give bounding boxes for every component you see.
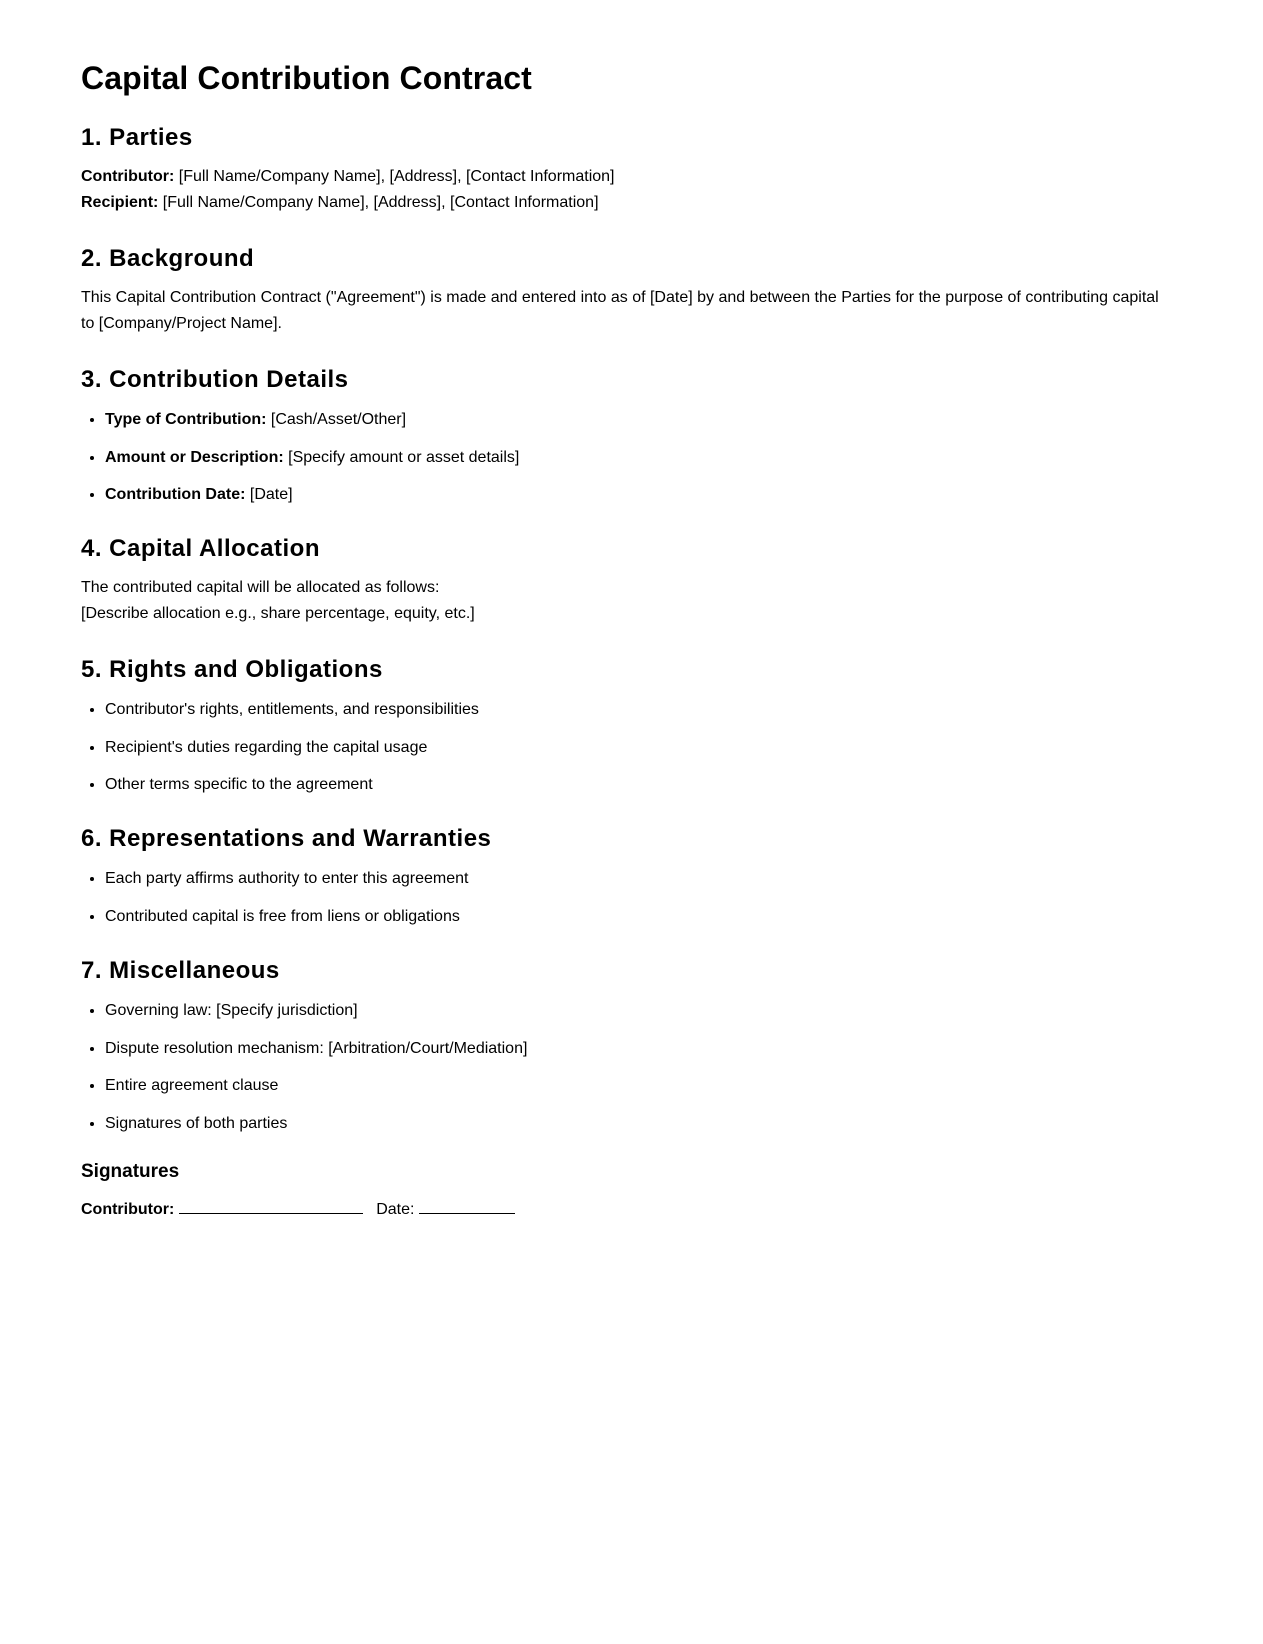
signature-contributor-label: Contributor: — [81, 1201, 175, 1218]
allocation-intro: The contributed capital will be allocated as follows: — [81, 579, 440, 596]
section-signatures — [81, 1160, 1191, 1223]
section-contribution-details — [81, 365, 1191, 506]
list-item: • Dispute resolution mechanism: [Arbitration/Court/Mediation] — [105, 1038, 1191, 1060]
recipient-line — [81, 190, 1191, 216]
list-item: • Each party affirms authority to enter this agreement — [105, 868, 1191, 890]
miscellaneous-list — [81, 1000, 1191, 1135]
section-heading: 3. Contribution Details — [81, 366, 349, 393]
list-item: • Entire agreement clause — [105, 1075, 1191, 1097]
contributor-line — [81, 164, 1191, 190]
section-representations — [81, 824, 1191, 928]
background-text: This Capital Contribution Contract ("Agreement") is made and entered into as of [Date] by and between the Parties for the purpose of contributing capital to [Company/Project Name]. — [81, 289, 1159, 332]
section-background — [81, 244, 1191, 337]
section-heading: 5. Rights and Obligations — [81, 656, 383, 683]
list-item: • Recipient's duties regarding the capital usage — [105, 737, 1191, 759]
item-label: Contribution Date: — [105, 486, 246, 503]
allocation-description: [Describe allocation e.g., share percentage, equity, etc.] — [81, 605, 475, 622]
list-item: • Signatures of both parties — [105, 1113, 1191, 1135]
item-text: [Specify amount or asset details] — [283, 448, 520, 466]
section-heading: 7. Miscellaneous — [81, 957, 280, 984]
date-signature-field[interactable] — [419, 1196, 515, 1214]
section-heading: 4. Capital Allocation — [81, 535, 320, 562]
list-item — [105, 447, 1191, 469]
signature-date-label: Date: — [376, 1201, 415, 1218]
section-heading: 2. Background — [81, 245, 255, 272]
item-label: Type of Contribution: — [105, 411, 267, 428]
signature-line — [81, 1196, 1191, 1223]
list-item — [105, 409, 1191, 431]
item-label: Amount or Description: — [105, 448, 284, 466]
list-item: • Contributed capital is free from liens or obligations — [105, 906, 1191, 928]
section-heading: 6. Representations and Warranties — [81, 825, 492, 852]
item-text: [Date] — [245, 486, 293, 503]
list-item — [105, 484, 1191, 506]
section-heading: 1. Parties — [81, 124, 193, 151]
item-text: [Cash/Asset/Other] — [266, 411, 407, 428]
contributor-label: Contributor: — [81, 168, 175, 185]
recipient-label: Recipient: — [81, 194, 159, 211]
rights-list — [81, 699, 1191, 796]
list-item: • Governing law: [Specify jurisdiction] — [105, 1000, 1191, 1022]
signatures-heading: Signatures — [81, 1161, 180, 1182]
section-capital-allocation — [81, 534, 1191, 627]
document-title: Capital Contribution Contract — [81, 60, 532, 96]
section-rights-obligations — [81, 655, 1191, 796]
contribution-details-list — [81, 409, 1191, 506]
contributor-signature-field[interactable] — [179, 1196, 363, 1214]
section-miscellaneous — [81, 956, 1191, 1135]
section-parties — [81, 123, 1191, 216]
recipient-text: [Full Name/Company Name], [Address], [Contact Information] — [158, 194, 599, 211]
list-item: • Other terms specific to the agreement — [105, 774, 1191, 796]
representations-list — [81, 868, 1191, 928]
list-item: • Contributor's rights, entitlements, and responsibilities — [105, 699, 1191, 721]
contributor-text: [Full Name/Company Name], [Address], [Contact Information] — [174, 168, 615, 185]
